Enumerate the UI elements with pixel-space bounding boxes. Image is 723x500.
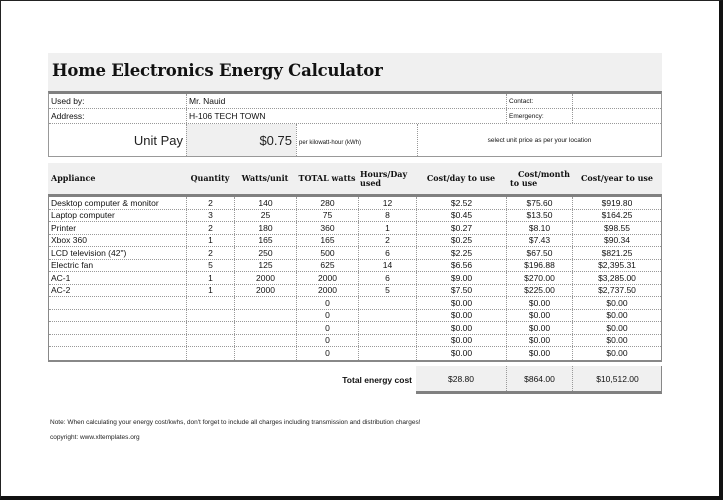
cell-cost-month: $75.60 bbox=[506, 197, 572, 209]
cell-cost-day: $0.00 bbox=[416, 335, 506, 347]
cell-cost-month: $67.50 bbox=[506, 247, 572, 259]
footer-note: Note: When calculating your energy cost/kwhs, don't forget to include all charges including transmission and distribution charges! bbox=[50, 419, 421, 426]
cell-watts-unit[interactable]: 2000 bbox=[234, 272, 296, 284]
cell-cost-month: $0.00 bbox=[506, 335, 572, 347]
cell-hours-day[interactable] bbox=[358, 310, 416, 322]
table-row bbox=[49, 235, 661, 248]
cell-cost-year: $90.34 bbox=[572, 235, 661, 247]
cell-cost-day: $0.00 bbox=[416, 310, 506, 322]
header-watts-unit: Watts/unit bbox=[241, 173, 289, 183]
info-section bbox=[48, 91, 662, 157]
cell-quantity[interactable] bbox=[186, 310, 234, 322]
cell-cost-day: $0.27 bbox=[416, 222, 506, 234]
cell-appliance[interactable] bbox=[49, 322, 186, 334]
header-quantity: Quantity bbox=[190, 173, 230, 183]
cell-cost-year: $3,285.00 bbox=[572, 272, 661, 284]
cell-appliance[interactable]: Xbox 360 bbox=[51, 235, 87, 246]
cell-appliance[interactable] bbox=[49, 310, 186, 322]
cell-quantity[interactable]: 5 bbox=[186, 260, 234, 272]
cell-cost-month: $0.00 bbox=[506, 297, 572, 309]
cell-hours-day[interactable]: 1 bbox=[358, 222, 416, 234]
cell-watts-unit[interactable] bbox=[234, 310, 296, 322]
cell-watts-unit[interactable] bbox=[234, 347, 296, 360]
table-row bbox=[49, 272, 661, 285]
table-row bbox=[49, 297, 661, 310]
cell-watts-unit[interactable]: 165 bbox=[234, 235, 296, 247]
total-cost-year: $10,512.00 bbox=[572, 366, 662, 391]
cell-appliance[interactable]: Desktop computer & monitor bbox=[51, 197, 159, 208]
cell-quantity[interactable] bbox=[186, 335, 234, 347]
cell-cost-month: $0.00 bbox=[506, 322, 572, 334]
table-row bbox=[49, 247, 661, 260]
header-hours-day-line2: used bbox=[360, 177, 382, 188]
cell-appliance[interactable] bbox=[49, 297, 186, 309]
total-cost-month: $864.00 bbox=[506, 366, 572, 391]
cell-total-watts: 0 bbox=[296, 322, 358, 334]
table-row bbox=[49, 210, 661, 223]
unit-pay-label: Unit Pay bbox=[133, 132, 183, 148]
cell-total-watts: 280 bbox=[296, 197, 358, 209]
cell-appliance[interactable]: AC-2 bbox=[51, 285, 71, 296]
cell-cost-day: $6.56 bbox=[416, 260, 506, 272]
unit-pay-description: per kilowatt-hour (kWh) bbox=[296, 124, 417, 156]
cell-cost-month: $7.43 bbox=[506, 235, 572, 247]
cell-quantity[interactable] bbox=[186, 297, 234, 309]
cell-cost-year: $98.55 bbox=[572, 222, 661, 234]
cell-appliance[interactable]: LCD television (42") bbox=[51, 247, 127, 258]
cell-watts-unit[interactable]: 250 bbox=[234, 247, 296, 259]
cell-hours-day[interactable] bbox=[358, 335, 416, 347]
cell-cost-day: $9.00 bbox=[416, 272, 506, 284]
header-hours-day-line1: Hours/Day bbox=[360, 168, 408, 179]
cell-total-watts: 360 bbox=[296, 222, 358, 234]
table-header bbox=[48, 163, 662, 194]
cell-quantity[interactable]: 3 bbox=[186, 210, 234, 222]
cell-quantity[interactable] bbox=[186, 347, 234, 360]
info-row-unit-pay bbox=[49, 124, 661, 156]
cell-watts-unit[interactable] bbox=[234, 322, 296, 334]
table-row bbox=[49, 322, 661, 335]
cell-cost-month: $196.88 bbox=[506, 260, 572, 272]
total-cost-day: $28.80 bbox=[448, 373, 474, 384]
info-row-address bbox=[49, 109, 661, 124]
cell-cost-day: $0.00 bbox=[416, 297, 506, 309]
cell-hours-day[interactable]: 6 bbox=[358, 272, 416, 284]
header-cost-month bbox=[506, 163, 572, 194]
cell-cost-day: $2.25 bbox=[416, 247, 506, 259]
cell-cost-year: $919.80 bbox=[572, 197, 661, 209]
table-row bbox=[49, 260, 661, 273]
cell-cost-day: $7.50 bbox=[416, 285, 506, 297]
header-hours-day bbox=[360, 163, 418, 194]
cell-cost-day: $0.00 bbox=[416, 322, 506, 334]
cell-watts-unit[interactable] bbox=[234, 297, 296, 309]
header-total-watts: TOTAL watts bbox=[298, 173, 356, 183]
cell-total-watts: 75 bbox=[296, 210, 358, 222]
cell-appliance[interactable] bbox=[49, 347, 186, 360]
cell-quantity[interactable]: 2 bbox=[186, 197, 234, 209]
contact-field[interactable] bbox=[572, 94, 661, 108]
cell-appliance[interactable] bbox=[49, 335, 186, 347]
cell-cost-month: $0.00 bbox=[506, 347, 572, 360]
cell-cost-year: $821.25 bbox=[572, 247, 661, 259]
cell-cost-day: $0.00 bbox=[416, 347, 506, 360]
header-cost-day: Cost/day to use bbox=[426, 173, 496, 183]
table-row bbox=[49, 347, 661, 360]
cell-cost-year: $0.00 bbox=[572, 347, 661, 360]
table-row bbox=[49, 285, 661, 298]
cell-cost-month: $8.10 bbox=[506, 222, 572, 234]
unit-pay-hint: select unit price as per your location bbox=[417, 124, 661, 156]
cell-cost-day: $0.25 bbox=[416, 235, 506, 247]
cell-total-watts: 2000 bbox=[296, 272, 358, 284]
cell-hours-day[interactable]: 12 bbox=[358, 197, 416, 209]
cell-quantity[interactable]: 2 bbox=[186, 247, 234, 259]
cell-cost-year: $0.00 bbox=[572, 335, 661, 347]
table-row bbox=[49, 197, 661, 210]
table-row bbox=[49, 310, 661, 323]
totals-row bbox=[296, 366, 662, 394]
cell-hours-day[interactable] bbox=[358, 322, 416, 334]
cell-watts-unit[interactable]: 180 bbox=[234, 222, 296, 234]
header-appliance: Appliance bbox=[51, 173, 96, 183]
cell-watts-unit[interactable]: 140 bbox=[234, 197, 296, 209]
cell-hours-day[interactable]: 6 bbox=[358, 247, 416, 259]
cell-hours-day[interactable]: 14 bbox=[358, 260, 416, 272]
cell-cost-day: $0.45 bbox=[416, 210, 506, 222]
appliance-table bbox=[48, 194, 662, 362]
cell-total-watts: 625 bbox=[296, 260, 358, 272]
cell-total-watts: 2000 bbox=[296, 285, 358, 297]
emergency-label: Emergency: bbox=[506, 109, 572, 123]
cell-cost-month: $0.00 bbox=[506, 310, 572, 322]
cell-hours-day[interactable]: 8 bbox=[358, 210, 416, 222]
cell-cost-day: $2.52 bbox=[416, 197, 506, 209]
used-by-label: Used by: bbox=[51, 96, 85, 106]
cell-watts-unit[interactable]: 125 bbox=[234, 260, 296, 272]
header-cost-month-line2: to use bbox=[510, 177, 538, 188]
cell-total-watts: 0 bbox=[296, 347, 358, 360]
address-label: Address: bbox=[51, 111, 85, 121]
cell-cost-year: $0.00 bbox=[572, 310, 661, 322]
page-title: Home Electronics Energy Calculator bbox=[52, 61, 383, 80]
cell-appliance[interactable]: Printer bbox=[51, 222, 77, 233]
header-cost-month-line1: Cost/month bbox=[518, 168, 570, 179]
cell-quantity[interactable]: 2 bbox=[186, 222, 234, 234]
cell-total-watts: 0 bbox=[296, 310, 358, 322]
cell-cost-month: $13.50 bbox=[506, 210, 572, 222]
footer-copyright: copyright: www.xltemplates.org bbox=[50, 434, 140, 441]
totals-box bbox=[416, 366, 662, 394]
cell-total-watts: 500 bbox=[296, 247, 358, 259]
cell-appliance[interactable]: Electric fan bbox=[51, 260, 94, 271]
cell-quantity[interactable]: 1 bbox=[186, 285, 234, 297]
cell-total-watts: 165 bbox=[296, 235, 358, 247]
cell-watts-unit[interactable]: 25 bbox=[234, 210, 296, 222]
cell-cost-year: $164.25 bbox=[572, 210, 661, 222]
cell-quantity[interactable]: 1 bbox=[186, 272, 234, 284]
table-row bbox=[49, 222, 661, 235]
cell-cost-year: $0.00 bbox=[572, 297, 661, 309]
unit-pay-field[interactable]: $0.75 bbox=[186, 124, 296, 156]
cell-cost-year: $2,737.50 bbox=[572, 285, 661, 297]
cell-watts-unit[interactable]: 2000 bbox=[234, 285, 296, 297]
cell-cost-year: $0.00 bbox=[572, 322, 661, 334]
cell-appliance[interactable]: AC-1 bbox=[51, 272, 71, 283]
cell-appliance[interactable]: Laptop computer bbox=[51, 210, 115, 221]
cell-quantity[interactable]: 1 bbox=[186, 235, 234, 247]
used-by-field[interactable]: Mr. Nauid bbox=[186, 94, 506, 108]
cell-quantity[interactable] bbox=[186, 322, 234, 334]
cell-hours-day[interactable] bbox=[358, 297, 416, 309]
cell-watts-unit[interactable] bbox=[234, 335, 296, 347]
cell-cost-month: $225.00 bbox=[506, 285, 572, 297]
contact-label: Contact: bbox=[506, 94, 572, 108]
address-field[interactable]: H-106 TECH TOWN bbox=[186, 109, 506, 123]
cell-total-watts: 0 bbox=[296, 297, 358, 309]
cell-hours-day[interactable]: 2 bbox=[358, 235, 416, 247]
total-energy-cost-label: Total energy cost bbox=[342, 375, 412, 385]
header-cost-year: Cost/year to use bbox=[581, 173, 653, 183]
cell-hours-day[interactable] bbox=[358, 347, 416, 360]
emergency-field[interactable] bbox=[572, 109, 661, 123]
cell-cost-year: $2,395.31 bbox=[572, 260, 661, 272]
table-row bbox=[49, 335, 661, 348]
cell-total-watts: 0 bbox=[296, 335, 358, 347]
cell-cost-month: $270.00 bbox=[506, 272, 572, 284]
info-row-used-by bbox=[49, 94, 661, 109]
cell-hours-day[interactable]: 5 bbox=[358, 285, 416, 297]
title-band bbox=[48, 53, 662, 91]
